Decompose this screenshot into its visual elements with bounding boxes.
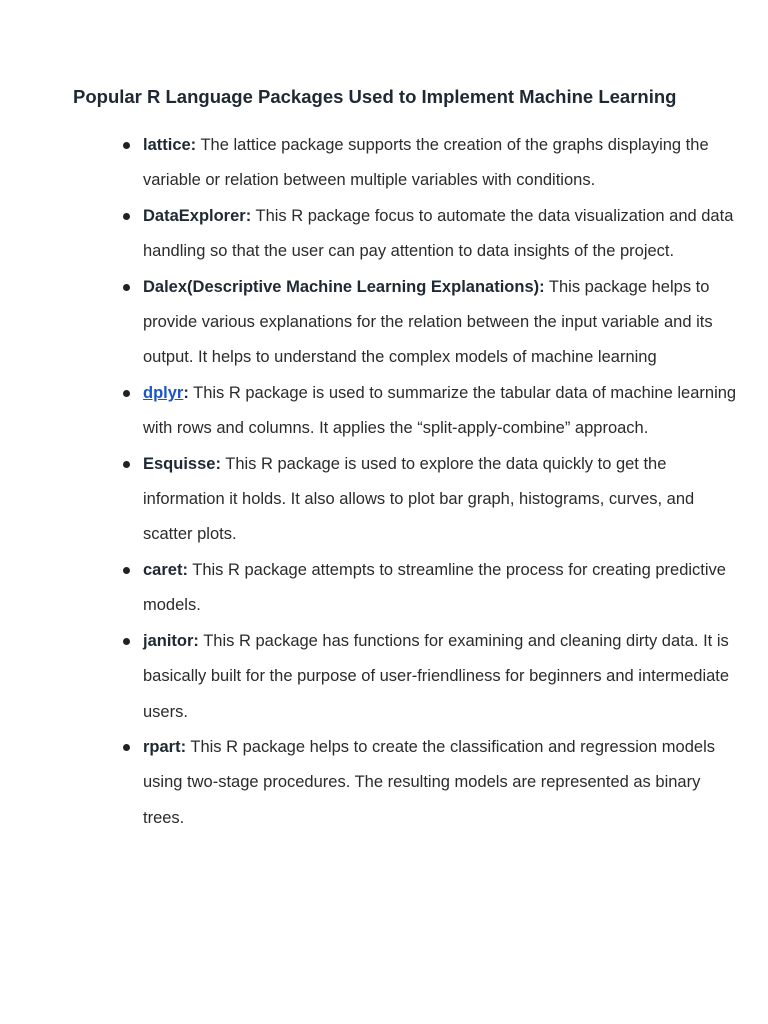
package-description: The lattice package supports the creation of the graphs displaying the variable or relation between multiple variables with conditions. xyxy=(143,136,709,190)
list-item-esquisse xyxy=(143,447,743,553)
bullet-icon xyxy=(123,744,130,751)
package-name: lattice: xyxy=(143,136,197,154)
bullet-icon xyxy=(123,390,130,397)
package-description: This R package is used to explore the data quickly to get the information it holds. It also allows to plot bar graph, histograms, curves, and scatter plots. xyxy=(143,454,695,544)
list-item-dataexplorer xyxy=(143,199,743,270)
package-name: janitor: xyxy=(143,631,199,650)
dplyr-link[interactable]: dplyr xyxy=(143,383,184,402)
package-description: This R package attempts to streamline the process for creating predictive models. xyxy=(143,560,726,615)
package-description: This package helps to provide various explanations for the relation between the input variable and its output. It helps to understand the complex models of machine learning xyxy=(143,277,713,367)
package-name: DataExplorer: xyxy=(143,206,252,225)
bullet-icon xyxy=(123,638,130,645)
package-description: This R package focus to automate the data visualization and data handling so that the user can pay attention to data insights of the project. xyxy=(143,206,734,261)
package-name: rpart: xyxy=(143,737,187,756)
package-description: This R package has functions for examining and cleaning dirty data. It is basically built for the purpose of user-friendliness for beginners and intermediate users. xyxy=(143,631,730,721)
bullet-icon xyxy=(123,567,130,574)
list-item-rpart xyxy=(143,730,743,836)
bullet-icon xyxy=(123,142,130,149)
package-name: caret: xyxy=(143,560,188,579)
list-item-caret xyxy=(143,553,743,624)
bullet-icon xyxy=(123,284,130,291)
list-item-dplyr xyxy=(143,376,743,447)
bullet-icon xyxy=(123,461,130,468)
list-item-lattice xyxy=(143,128,743,199)
list-item-janitor xyxy=(143,624,743,730)
package-list xyxy=(143,128,743,836)
list-item-dalex xyxy=(143,270,743,376)
page-title: Popular R Language Packages Used to Implement Machine Learning xyxy=(73,86,677,107)
package-description: This R package is used to summarize the tabular data of machine learning with rows and columns. It applies the “split-apply-combine” approach. xyxy=(143,383,737,438)
bullet-icon xyxy=(123,213,130,220)
package-description: This R package helps to create the classification and regression models using two-stage procedures. The resulting models are represented as binary trees. xyxy=(143,737,715,827)
package-name: Dalex(Descriptive Machine Learning Explanations): xyxy=(143,277,545,296)
package-name: Esquisse: xyxy=(143,454,221,473)
package-name-colon: : xyxy=(183,383,189,402)
